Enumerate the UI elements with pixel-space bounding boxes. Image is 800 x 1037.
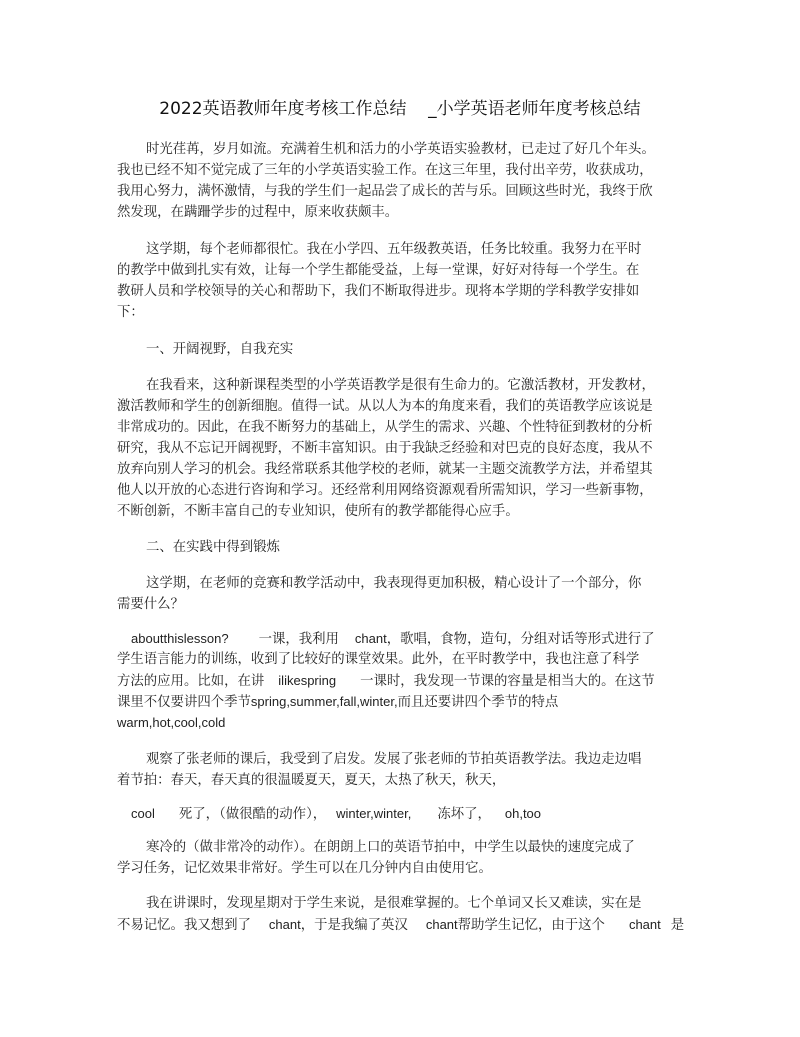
english-phrase: chant xyxy=(268,917,301,932)
text-line: 学习任务，记忆效果非常好。学生可以在几分钟内自由使用它。 xyxy=(117,861,492,876)
text-line xyxy=(117,713,225,734)
text-segment: 一课，我利用 xyxy=(258,632,339,647)
text-line: 下： xyxy=(117,305,144,320)
text-line: 这学期，在老师的竞赛和教学活动中，我表现得更加积极，精心设计了一个部分，你 xyxy=(146,576,642,591)
text-line: 需要什么？ xyxy=(117,597,184,612)
text-line: 时光荏苒，岁月如流。充满着生机和活力的小学英语实验教材，已走过了好几个年头。 xyxy=(146,142,655,157)
text-line xyxy=(131,804,541,825)
text-line: 然发现，在蹒跚学步的过程中，原来收获颇丰。 xyxy=(117,205,399,220)
text-line: 寒冷的（做非常冷的动作）。在朗朗上口的英语节拍中，中学生以最快的速度完成了 xyxy=(146,840,635,855)
text-line: 他人以开放的心态进行咨询和学习。还经常利用网络资源观看所需知识，学习一些新事物， xyxy=(117,483,653,498)
english-phrase: chant xyxy=(425,917,458,932)
english-phrase: warm,hot,cool,cold xyxy=(117,715,226,730)
text-segment: 不易记忆。我又想到了 xyxy=(117,918,251,933)
document-title: 2022英语教师年度考核工作总结 _小学英语老师年度考核总结 xyxy=(159,99,641,119)
text-line: 我也已经不知不觉完成了三年的小学英语实验工作。在这三年里，我付出辛劳，收获成功， xyxy=(117,163,653,178)
text-line xyxy=(117,915,684,936)
text-segment: 是 xyxy=(670,918,685,933)
text-segment: ，歌唱，食物，造句，分组对话等形式进行了 xyxy=(386,632,655,647)
english-phrase: spring,summer,fall,winter, xyxy=(250,694,398,709)
text-line: 的教学中做到扎实有效，让每一个学生都能受益，上每一堂课，好好对待每一个学生。在 xyxy=(117,263,640,278)
text-segment: 死了，（做很酷的动作）， xyxy=(178,807,327,822)
text-line: 激活教师和学生的创新细胞。值得一试。从以人为本的角度来看，我们的英语教学应该说是 xyxy=(117,399,653,414)
english-phrase: winter,winter, xyxy=(336,806,412,821)
section-heading: 二、在实践中得到锻炼 xyxy=(146,540,280,555)
text-line: 放弃向别人学习的机会。我经常联系其他学校的老师，就某一主题交流教学方法，并希望其 xyxy=(117,462,653,477)
text-line: 研究，我从不忘记开阔视野，不断丰富知识。由于我缺乏经验和对巴克的良好态度，我从不 xyxy=(117,441,653,456)
text-segment: ，于是我编了英汉 xyxy=(300,918,408,933)
text-line: 我在讲课时，发现星期对于学生来说，是很难掌握的。七个单词又长又难读，实在是 xyxy=(146,896,642,911)
text-line: 非常成功的。因此，在我不断努力的基础上，从学生的需求、兴趣、个性特征到教材的分析 xyxy=(117,420,653,435)
english-phrase: ilikespring xyxy=(278,673,337,688)
text-line: 这学期，每个老师都很忙。我在小学四、五年级教英语，任务比较重。我努力在平时 xyxy=(146,242,642,257)
text-line: 我用心努力，满怀激情，与我的学生们一起品尝了成长的苦与乐。回顾这些时光，我终于欣 xyxy=(117,184,653,199)
text-line xyxy=(131,629,655,650)
text-line: 学生语言能力的训练，收到了比较好的课堂效果。此外，在平时教学中，我也注意了科学 xyxy=(117,652,640,667)
text-line: 在我看来，这种新课程类型的小学英语教学是很有生命力的。它激活教材，开发教材， xyxy=(146,378,655,393)
text-line: 着节拍：春天，春天真的很温暖夏天，夏天，太热了秋天，秋天， xyxy=(117,773,506,788)
text-line xyxy=(117,671,655,692)
text-segment: 帮助学生记忆，由于这个 xyxy=(457,918,605,933)
text-segment: 方法的应用。比如，在讲 xyxy=(117,674,265,689)
english-phrase: oh,too xyxy=(504,806,542,821)
english-phrase: cool xyxy=(131,806,155,821)
section-heading: 一、开阔视野，自我充实 xyxy=(146,342,294,357)
text-line xyxy=(117,692,558,713)
english-phrase: aboutthislesson? xyxy=(131,631,229,646)
text-line: 教研人员和学校领导的关心和帮助下，我们不断取得进步。现将本学期的学科教学安排如 xyxy=(117,284,640,299)
english-phrase: chant xyxy=(628,917,661,932)
text-segment: 课里不仅要讲四个季节 xyxy=(117,695,251,710)
text-line: 观察了张老师的课后，我受到了启发。发展了张老师的节拍英语教学法。我边走边唱 xyxy=(146,752,642,767)
text-segment: 一课时，我发现一节课的容量是相当大的。在这节 xyxy=(360,674,655,689)
text-segment: 而且还要讲四个季节的特点 xyxy=(397,695,559,710)
text-segment: 冻坏了， xyxy=(437,807,491,822)
text-line: 不断创新，不断丰富自己的专业知识，使所有的教学都能得心应手。 xyxy=(117,504,519,519)
english-phrase: chant xyxy=(354,631,387,646)
